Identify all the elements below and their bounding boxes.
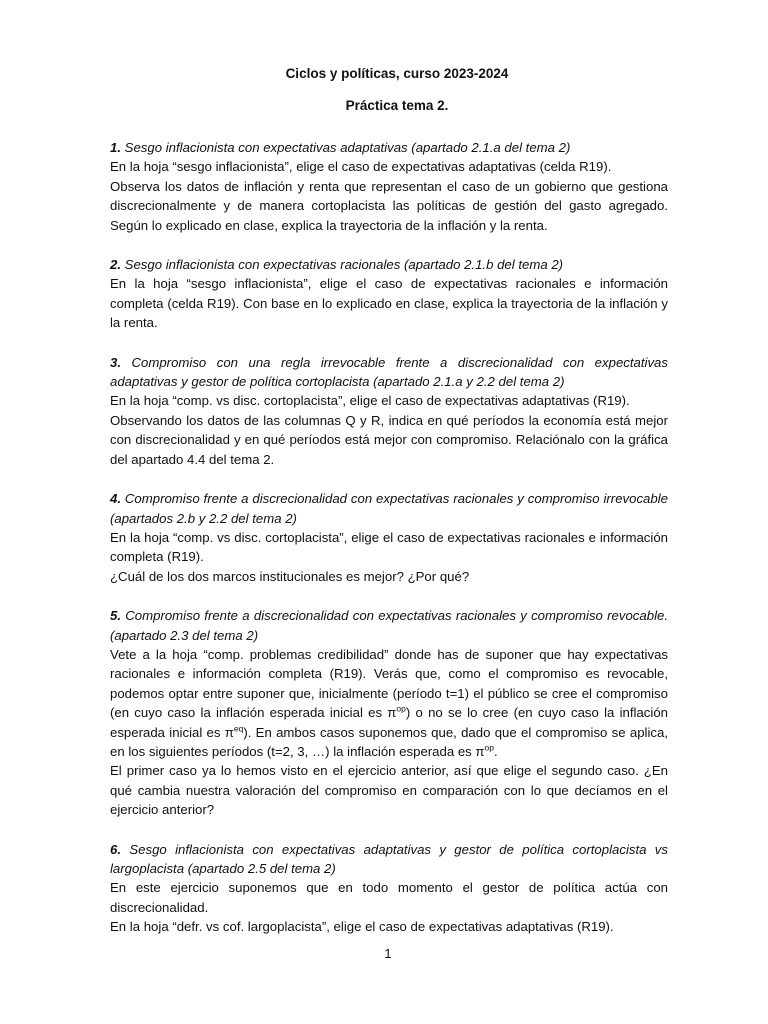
- exercise-heading-text: Compromiso frente a discrecionalidad con expectativas racionales y compromiso irrevocable (apartados 2.b y 2.2 del tema 2): [110, 491, 668, 526]
- exercise-heading-text: Compromiso con una regla irrevocable frente a discrecionalidad con expectativas adaptativas y gestor de política cortoplacista (apartado 2.1.a y 2.2 del tema 2): [110, 354, 668, 390]
- exercise-1: [110, 138, 668, 235]
- exercise-5: [110, 606, 668, 819]
- page-number: 1: [384, 946, 392, 961]
- paragraph-text: .: [494, 743, 498, 759]
- exercise-paragraph: [110, 645, 668, 761]
- exercise-heading: [110, 255, 668, 274]
- exercise-paragraph: En este ejercicio suponemos que en todo momento el gestor de política actúa con discrecionalidad.: [110, 880, 668, 915]
- exercise-heading-text: Sesgo inflacionista con expectativas adaptativas (apartado 2.1.a del tema 2): [124, 140, 571, 155]
- exercise-paragraph: En la hoja “comp. vs disc. cortoplacista”, elige el caso de expectativas adaptativas (R19).: [110, 393, 630, 409]
- exercise-paragraph: En la hoja “sesgo inflacionista”, elige el caso de expectativas adaptativas (celda R19).: [110, 159, 612, 175]
- exercise-paragraph: En la hoja “defr. vs cof. largoplacista”, elige el caso de expectativas adaptativas (R19).: [110, 919, 614, 935]
- exercise-3: [110, 353, 668, 469]
- exercise-number: 3.: [110, 354, 121, 370]
- exercise-number: 5.: [110, 608, 121, 624]
- exercise-number: 6.: [110, 841, 121, 857]
- exercise-paragraph: Observando los datos de las columnas Q y R, indica en qué períodos la economía está mejor con discrecionalidad y en qué períodos está mejor con compromiso. Relaciónalo con la gráfica del apartado 4.4 del tema 2.: [110, 412, 668, 467]
- exercise-4: [110, 489, 668, 586]
- exercise-number: 4.: [110, 491, 121, 507]
- document-title: Ciclos y políticas, curso 2023-2024: [285, 66, 509, 81]
- superscript-eq: eq: [233, 723, 244, 734]
- exercise-heading: [110, 840, 668, 879]
- exercise-heading-text: Compromiso frente a discrecionalidad con expectativas racionales y compromiso revocable. (apartado 2.3 del tema 2): [110, 608, 668, 643]
- exercise-paragraph: En la hoja “sesgo inflacionista”, elige el caso de expectativas racionales e información completa (celda R19). Con base en lo explicado en clase, explica la trayectoria de la inflación y la renta.: [110, 276, 668, 331]
- exercise-paragraph: Observa los datos de inflación y renta que representan el caso de un gobierno que gestiona discrecionalmente y de manera cortoplacista las políticas de gestión del gasto agregado. Según lo explicado en clase, explica la trayectoria de la inflación y la renta.: [110, 178, 668, 233]
- paragraph-text: Vete a la hoja “comp. problemas credibilidad” donde has de suponer que hay expectativas racionales e información completa (R19). Verás que, como el compromiso es revocable, podemos optar entre suponer que, inicialmente (período t=1) el público se cree el compromiso (en cuyo caso la inflación esperada inicial es π: [110, 646, 668, 721]
- document-subtitle: Práctica tema 2.: [345, 98, 449, 113]
- exercise-2: [110, 255, 668, 333]
- exercise-heading-text: Sesgo inflacionista con expectativas racionales (apartado 2.1.b del tema 2): [124, 257, 564, 273]
- superscript-op: op: [484, 742, 494, 753]
- exercise-number: 2.: [110, 257, 121, 273]
- exercise-paragraph: ¿Cuál de los dos marcos institucionales es mejor? ¿Por qué?: [110, 568, 470, 584]
- exercise-number: 1.: [110, 140, 121, 155]
- exercise-heading: [110, 138, 668, 157]
- exercise-paragraph: El primer caso ya lo hemos visto en el ejercicio anterior, así que elige el segundo caso. ¿En qué cambia nuestra valoración del compromiso en comparación con lo que decíamos en el ejercicio anterior?: [110, 763, 668, 818]
- exercise-heading: [110, 489, 668, 528]
- exercise-heading-text: Sesgo inflacionista con expectativas adaptativas y gestor de política cortoplacista vs largoplacista (apartado 2.5 del tema 2): [110, 841, 668, 876]
- paragraph-text: ). En ambos casos suponemos que, dado que el compromiso se aplica, en los siguientes períodos (t=2, 3, …) la inflación esperada es π: [110, 724, 668, 759]
- superscript-op: op: [396, 703, 406, 714]
- paragraph-text: ) o no se lo cree (en cuyo caso la inflación esperada inicial es π: [110, 705, 668, 740]
- exercise-heading: [110, 353, 668, 392]
- exercise-heading: [110, 606, 668, 645]
- exercise-6: [110, 840, 668, 937]
- exercise-paragraph: En la hoja “comp. vs disc. cortoplacista”, elige el caso de expectativas racionales e información completa (R19).: [110, 529, 668, 565]
